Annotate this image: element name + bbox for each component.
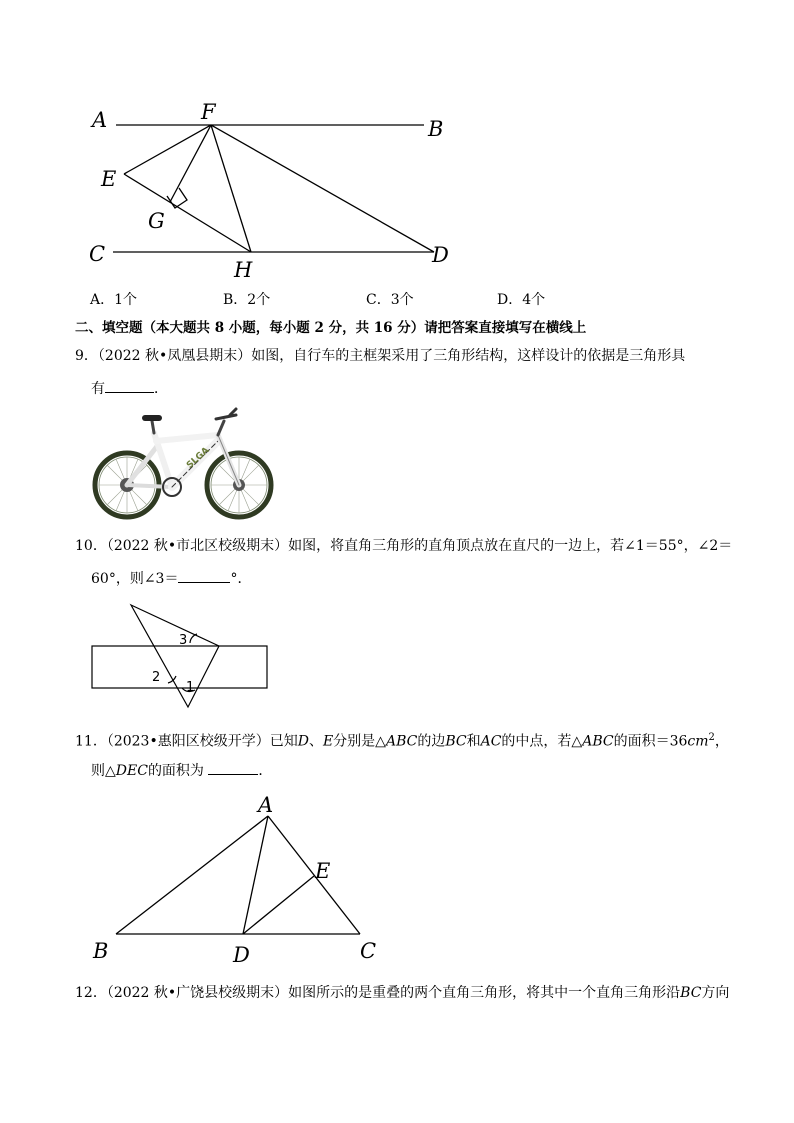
- q12-line1: [75, 983, 729, 1003]
- point-label-b: B: [93, 939, 109, 963]
- point-label-g: G: [148, 209, 165, 233]
- q11-line1: [75, 728, 729, 752]
- point-label-h: H: [234, 258, 253, 282]
- triangle-abc-figure: [0, 790, 794, 970]
- q11-var-bc: BC: [445, 733, 467, 750]
- q11-unit-cm: cm: [687, 733, 709, 750]
- q11-var-d: D: [297, 733, 309, 750]
- q9-text: 有: [91, 381, 105, 397]
- q11-var-dec: DEC: [115, 763, 148, 779]
- q11-var-abc-2: ABC: [582, 733, 614, 750]
- bicycle-frame: [127, 409, 239, 487]
- q11-unit-exp: 2: [708, 732, 715, 743]
- point-label-c: C: [89, 242, 106, 266]
- q9-line2: [91, 378, 168, 399]
- angle-label-1: 1: [186, 680, 195, 695]
- point-label-a: A: [258, 793, 274, 817]
- q9-answer-blank[interactable]: [105, 378, 154, 393]
- ruler-triangle-figure: [0, 595, 794, 715]
- q11-text-8: ，: [714, 733, 729, 750]
- point-label-d: D: [432, 243, 449, 267]
- angle-label-2: 2: [152, 670, 161, 685]
- point-label-e: E: [101, 167, 117, 191]
- q9-line1: 9．（2022 秋•凤凰县期末）如图，自行车的主框架采用了三角形结构，这样设计的依据是三角形具: [75, 348, 686, 364]
- q11-var-ac: AC: [480, 733, 502, 750]
- q11-text-7: 的面积＝36: [613, 733, 688, 750]
- q10-answer-blank[interactable]: [178, 568, 230, 583]
- q12-text-1: 12．（2022 秋•广饶县校级期末）如图所示的是重叠的两个直角三角形，将其中一个直角三角形沿: [75, 985, 681, 1001]
- bicycle-image: [90, 405, 276, 519]
- point-label-b: B: [428, 117, 444, 141]
- q11-answer-blank[interactable]: [208, 760, 258, 775]
- q11-text-11: ．: [258, 763, 273, 779]
- section-heading: 二、填空题（本大题共 8 小题，每小题 2 分，共 16 分）请把答案直接填写在横线上: [75, 320, 587, 336]
- parallel-lines-figure: [0, 0, 794, 290]
- point-label-a: A: [92, 108, 108, 132]
- q11-var-abc: ABC: [385, 733, 418, 750]
- q11-text-2: 、: [308, 733, 323, 750]
- q11-text-9: 则△: [91, 763, 116, 779]
- q11-text-5: 和: [466, 733, 481, 750]
- q11-text-4: 的边: [417, 733, 446, 750]
- q11-text-6: 的中点，若△: [501, 733, 583, 750]
- option-c: C．3个: [366, 292, 414, 308]
- q11-var-e: E: [322, 733, 334, 750]
- q11-text-1: 11．（2023•惠阳区校级开学）已知: [75, 733, 298, 750]
- angle-label-3: 3: [179, 633, 188, 648]
- q10-line2: [91, 568, 251, 589]
- q12-text-2: 方向: [701, 985, 730, 1001]
- point-label-d: D: [233, 943, 250, 967]
- point-label-e: E: [315, 859, 331, 883]
- point-label-c: C: [360, 939, 377, 963]
- q11-text-10: 的面积为: [147, 763, 209, 779]
- frame-decal: SLGA: [185, 445, 212, 471]
- q11-text-3: 分别是△: [333, 733, 386, 750]
- q10-text-end: °．: [230, 571, 252, 587]
- point-label-f: F: [201, 100, 216, 124]
- q12-var-bc: BC: [680, 985, 702, 1001]
- option-b: B．2个: [223, 292, 271, 308]
- q9-text-end: ．: [154, 381, 168, 397]
- option-a: A．1个: [90, 292, 138, 308]
- option-d: D．4个: [497, 292, 546, 308]
- q11-line2: [91, 760, 272, 781]
- q10-text: 60°，则∠3＝: [91, 571, 179, 587]
- q10-line1: 10．（2022 秋•市北区校级期末）如图，将直角三角形的直角顶点放在直尺的一边上，若∠1＝55°，∠2＝: [75, 538, 733, 554]
